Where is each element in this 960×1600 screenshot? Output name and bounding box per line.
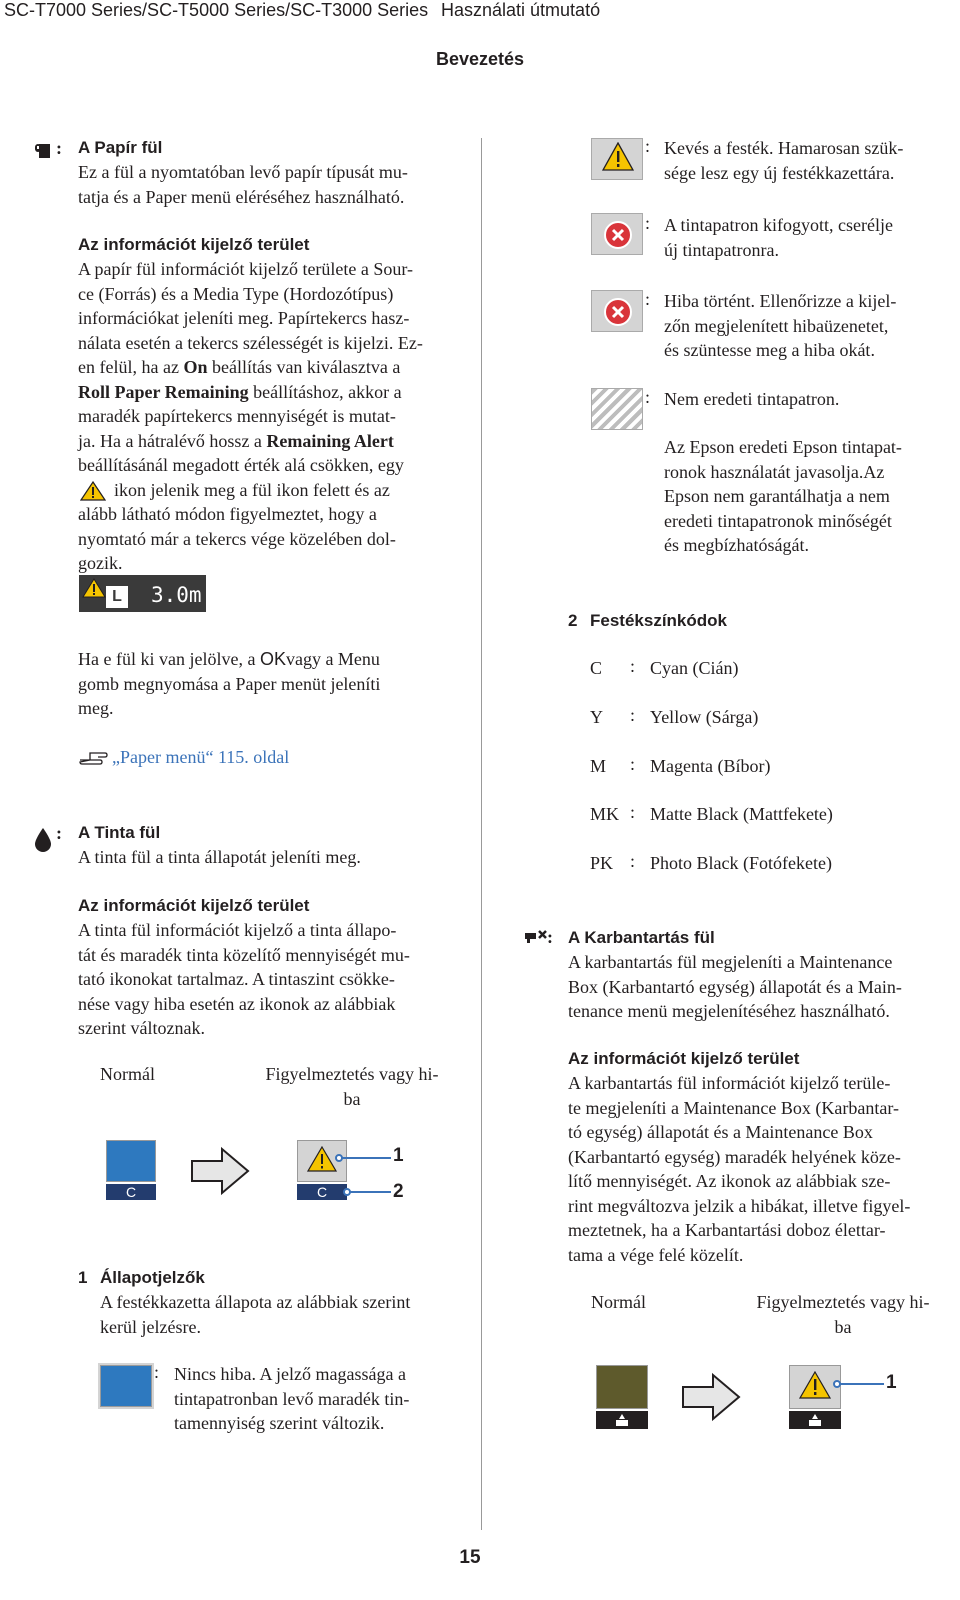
ink-tile-warning: C (297, 1140, 347, 1200)
ink-tile-normal: C (106, 1140, 156, 1200)
ink-col-warning: Figyelmeztetés vagy hi- ba (265, 1064, 439, 1109)
maint-col-warning: Figyelmeztetés vagy hi- ba (756, 1292, 930, 1337)
ink-tab-title: A Tinta fül (78, 823, 161, 842)
arrow-right-icon (190, 1146, 252, 1196)
maint-tab-intro: A karbantartás fül megjeleníti a Maintenance Box (Karbantartó egység) állapotát és a Main- tenance menü megjelenítéséhez használható. (568, 952, 902, 1021)
roll-value: 3.0m (151, 583, 202, 607)
ink-info-paragraph: A tinta fül információt kijelző a tinta állapo- tát és maradék tinta közelítő mennyiségét mu- tató ikonokat tartalmaz. A tintaszint csökke- nése vagy hiba esetén az ikonok az alábbiak szerint változnak. (78, 920, 410, 1038)
warning-icon (80, 481, 106, 501)
warning-icon (591, 138, 643, 180)
paper-tab-intro: Ez a fül a nyomtatóban levő papír típusát mu- tatja és a Paper menü eléréséhez használható. (78, 162, 408, 207)
maint-info-heading: Az információt kijelző terület (568, 1049, 800, 1068)
page-number: 15 (459, 1547, 481, 1568)
ink-tab-intro: A tinta fül a tinta állapotát jeleníti meg. (78, 847, 361, 867)
header-series: SC-T7000 Series/SC-T5000 Series/SC-T3000 Series (4, 0, 429, 20)
error-icon (591, 213, 643, 255)
color-name: Matte Black (Mattfekete) (650, 804, 833, 824)
hatched-icon (591, 388, 643, 430)
ink-info-heading: Az információt kijelző terület (78, 896, 310, 915)
maint-col-normal: Normál (591, 1292, 646, 1312)
maint-callout-1: 1 (886, 1372, 897, 1393)
callout-1: 1 (393, 1145, 404, 1166)
color-codes-heading: Festékszínkódok (590, 611, 727, 630)
maint-tab-title: A Karbantartás fül (568, 928, 715, 947)
maintenance-box-icon (807, 1413, 823, 1427)
column-divider (481, 138, 482, 1530)
warning-icon (799, 1371, 831, 1399)
maintenance-tab-icon (524, 929, 548, 945)
error-icon (591, 290, 643, 332)
callout-lines (335, 1150, 395, 1200)
paper-info-paragraph: A papír fül információt kijelző területe a Sour- ce (Forrás) és a Media Type (Hordozótípus) információkat jeleníti meg. Papírtekercs hasz- nálata esetén a tekercs szélességét is kijelzi. Ez- en felül, ha az On beállítás van kiválasztva a Roll Paper Remaining beállításhoz, akkor a maradék papírtekercs mennyiségét is mutat- ja. Ha a hátralévő hossz a Remaining Alert beállításánál megadott érték alá csökken, egy ikon jelenik meg a fül ikon felett és az alább látható módon figyelmeztet, hogy a nyomtató már a tekercs vége közelében dol- gozik. (78, 259, 423, 573)
pointing-hand-icon (78, 748, 108, 766)
arrow-right-icon (681, 1372, 743, 1422)
paper-tab-title: A Papír fül (78, 138, 163, 157)
color-code: MK (590, 804, 620, 824)
maint-box-normal (596, 1365, 648, 1429)
callout-line (832, 1376, 886, 1392)
color-code: Y (590, 707, 603, 727)
status-non-genuine-text: Nem eredeti tintapatron. (664, 389, 840, 409)
section-title: Bevezetés (435, 49, 525, 69)
color-name: Photo Black (Fotófekete) (650, 853, 832, 873)
warning-icon (307, 1146, 337, 1172)
epson-note: Az Epson eredeti Epson tintapat- ronok használatát javasolja.Az Epson nem garantálhatja a nem eredeti tintapatronok minőségét és megbízhatóságát. (664, 437, 902, 555)
callout-2: 2 (393, 1181, 404, 1202)
header-guide: Használati útmutató (441, 0, 601, 20)
color-code: C (590, 658, 603, 678)
paper-ok-paragraph: Ha e fül ki van jelölve, a OKvagy a Menu gomb megnyomása a Paper menüt jeleníti meg. (78, 649, 381, 718)
maintenance-box-icon (614, 1413, 630, 1427)
ink-drop-icon (34, 827, 52, 853)
paper-menu-link[interactable]: „Paper menü“ 115. oldal (112, 747, 290, 767)
status-heading: Állapotjelzők (100, 1268, 205, 1287)
ink-col-normal: Normál (100, 1064, 155, 1084)
color-codes-number: 2 (568, 611, 578, 630)
maint-info-paragraph: A karbantartás fül információt kijelző terüle- te megjeleníti a Maintenance Box (Karbantar- tó egység) állapotát és a Maintenance Box (Karbantartó egység) maradék helyének köze- lítő mennyiségét. Az ikonok az alábbiak sze- rint megváltozva jelzik a hibákat, illetve figyel- meztetnek, ha a Karbantartási doboz élettar- tama a vége felé közelít. (568, 1073, 911, 1265)
paper-info-heading: Az információt kijelző terület (78, 235, 310, 254)
no-error-text: Nincs hiba. A jelző magassága a tintapatronban levő maradék tin- tamennyiség szerint változik. (174, 1364, 410, 1433)
no-error-icon (100, 1365, 152, 1407)
color-code: M (590, 756, 607, 776)
color-name: Cyan (Cián) (650, 658, 739, 678)
status-paragraph: A festékkazetta állapota az alábbiak szerint kerül jelzésre. (100, 1292, 411, 1337)
color-name: Magenta (Bíbor) (650, 756, 771, 776)
status-number: 1 (78, 1268, 88, 1287)
roll-letter: L (106, 586, 128, 608)
status-low-ink-text: Kevés a festék. Hamarosan szük- sége lesz egy új festékkazettára. (664, 138, 904, 183)
color-name: Yellow (Sárga) (650, 707, 759, 727)
roll-remaining-display (79, 575, 206, 612)
warning-icon (82, 578, 106, 598)
maint-box-warning (789, 1365, 841, 1429)
color-code: PK (590, 853, 614, 873)
status-error-text: Hiba történt. Ellenőrizze a kijel- zőn megjelenített hibaüzenetet, és szüntesse meg a hiba okát. (664, 291, 897, 360)
paper-tab-icon (34, 142, 54, 160)
status-empty-text: A tintapatron kifogyott, cserélje új tintapatronra. (664, 215, 893, 260)
